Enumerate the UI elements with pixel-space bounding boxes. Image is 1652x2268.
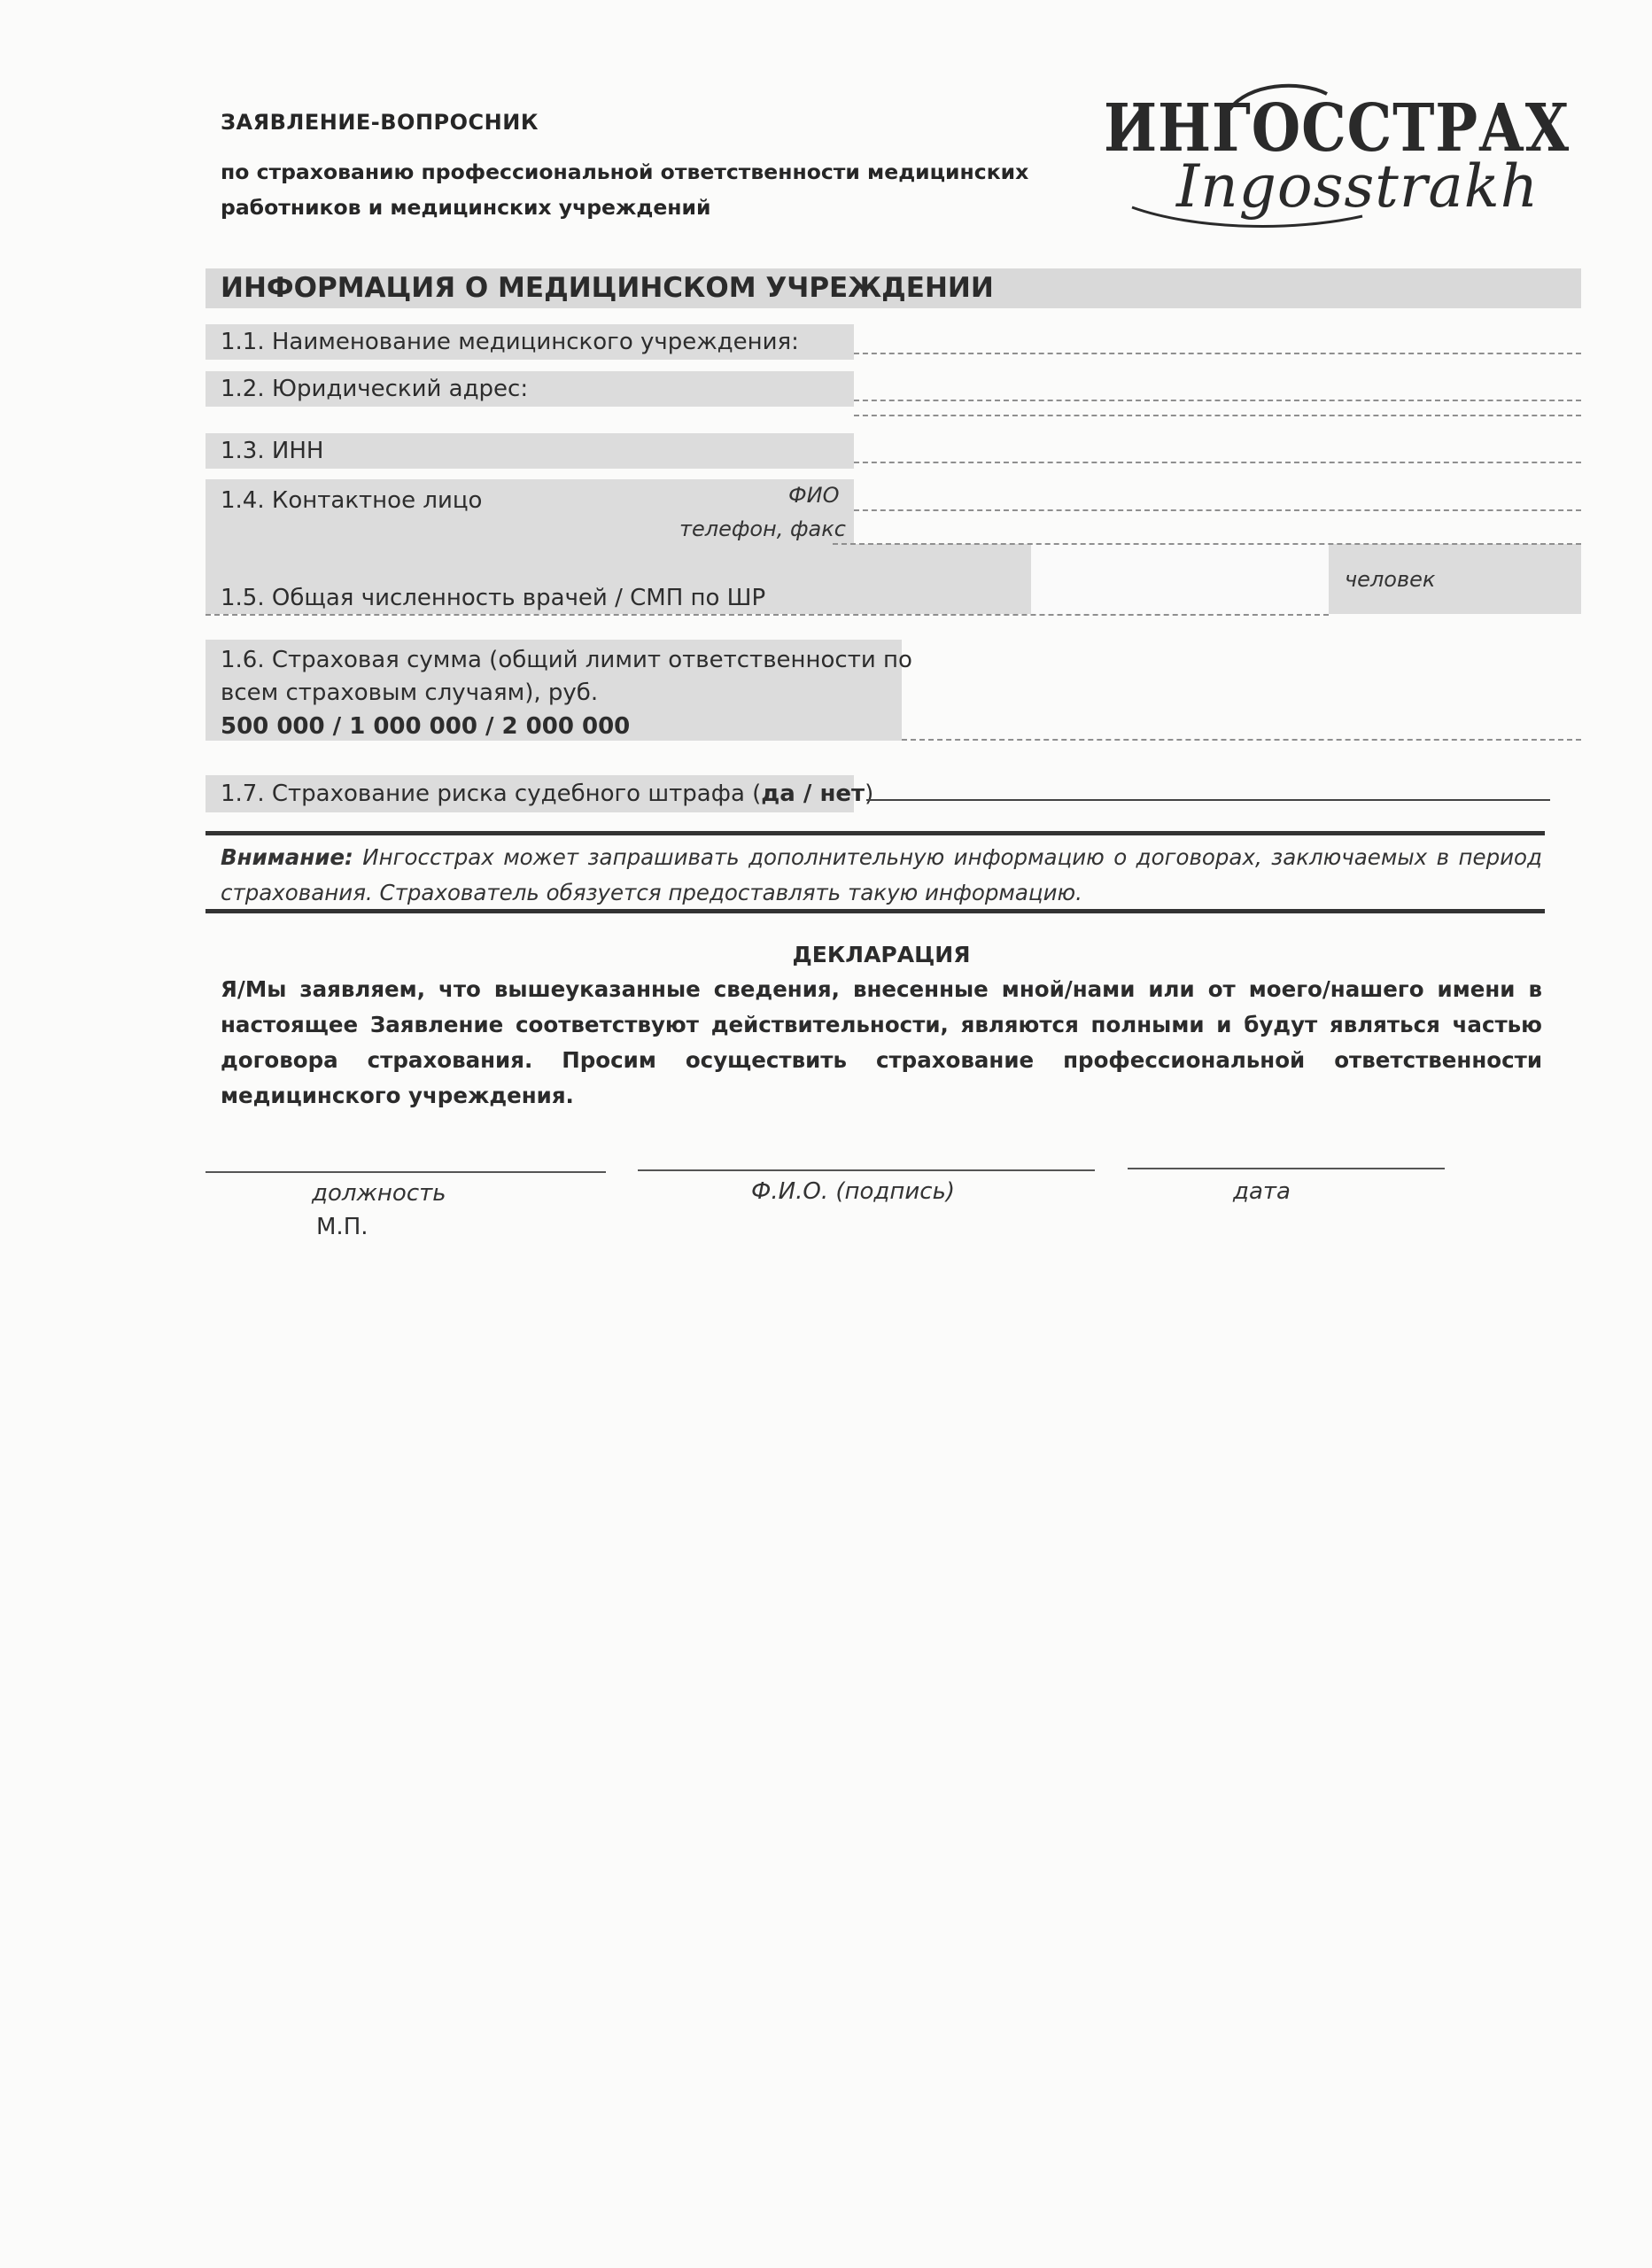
notice-bottom-rule: [206, 909, 1545, 913]
field-1-1-input[interactable]: [854, 353, 1581, 354]
field-1-3-label: 1.3. ИНН: [221, 438, 324, 464]
field-1-6-input[interactable]: [902, 739, 1581, 741]
field-1-6-options: 500 000 / 1 000 000 / 2 000 000: [221, 713, 631, 740]
field-1-7-suffix: ): [865, 781, 874, 807]
field-1-2-label: 1.2. Юридический адрес:: [221, 376, 529, 402]
declaration-text: Я/Мы заявляем, что вышеуказанные сведения, внесенные мной/нами или от моего/нашего имени в настоящее Заявление соответствуют действительности, являются полными и будут являться частью договора страхования. Просим осуществить страхование профессиональной ответственности медицинского учреждения.: [221, 976, 1542, 1108]
field-1-5-underline: [206, 614, 1329, 616]
form-subtitle: по страхованию профессиональной ответственности медицинских работников и медицинских учреждений: [221, 159, 1029, 220]
field-1-3-input[interactable]: [854, 462, 1581, 463]
field-1-4-label: 1.4. Контактное лицо: [221, 487, 483, 514]
field-1-6-label-line1: 1.6. Страховая сумма (общий лимит ответственности по: [221, 647, 912, 673]
field-1-4-phone-input[interactable]: [833, 543, 1581, 545]
notice-top-rule: [206, 831, 1545, 835]
declaration-title: ДЕКЛАРАЦИЯ: [792, 942, 971, 967]
date-caption: дата: [1233, 1178, 1291, 1205]
field-1-4-fio-input[interactable]: [854, 509, 1581, 511]
stamp-label: М.П.: [316, 1214, 368, 1240]
logo-text-en: Ingosstrakh: [1176, 152, 1540, 221]
field-1-4-fio-label: ФИО: [788, 483, 840, 508]
name-sign-caption: Ф.И.О. (подпись): [751, 1178, 956, 1205]
field-1-2-input-line2[interactable]: [854, 415, 1581, 416]
field-1-5-bg-left: [854, 544, 1031, 614]
field-1-6-label-line2: всем страховым случаям), руб.: [221, 680, 599, 706]
field-1-1-label: 1.1. Наименование медицинского учреждения:: [221, 329, 799, 355]
position-line[interactable]: [206, 1171, 606, 1173]
field-1-7-prefix: 1.7. Страхование риска судебного штрафа (: [221, 781, 762, 807]
field-1-5-label: 1.5. Общая численность врачей / СМП по ШР: [221, 585, 766, 611]
notice-text: [221, 840, 1542, 911]
field-1-4-phone-label: телефон, факс: [679, 517, 846, 541]
field-1-5-input[interactable]: [1031, 544, 1329, 614]
signature-line[interactable]: [638, 1169, 1095, 1171]
field-1-2-input-line1[interactable]: [854, 400, 1581, 401]
notice-label: Внимание:: [221, 844, 353, 870]
logo-text-ru: ИНГОССТРАХ: [1104, 90, 1570, 167]
position-caption: должность: [312, 1180, 446, 1207]
field-1-5-unit: человек: [1345, 567, 1436, 592]
date-line[interactable]: [1128, 1168, 1445, 1169]
field-1-7-yes-no: да / нет: [761, 781, 865, 807]
notice-body: Ингосстрах может запрашивать дополнительную информацию о договорах, заключаемых в период страхования. Страхователь обязуется предоставлять такую информацию.: [221, 844, 1542, 905]
form-title: ЗАЯВЛЕНИЕ-ВОПРОСНИК: [221, 110, 539, 135]
field-1-7-label: [221, 781, 873, 807]
field-1-7-input[interactable]: [866, 799, 1550, 801]
section-title: ИНФОРМАЦИЯ О МЕДИЦИНСКОМ УЧРЕЖДЕНИИ: [221, 272, 994, 304]
ingosstrakh-logo: [1097, 74, 1570, 243]
